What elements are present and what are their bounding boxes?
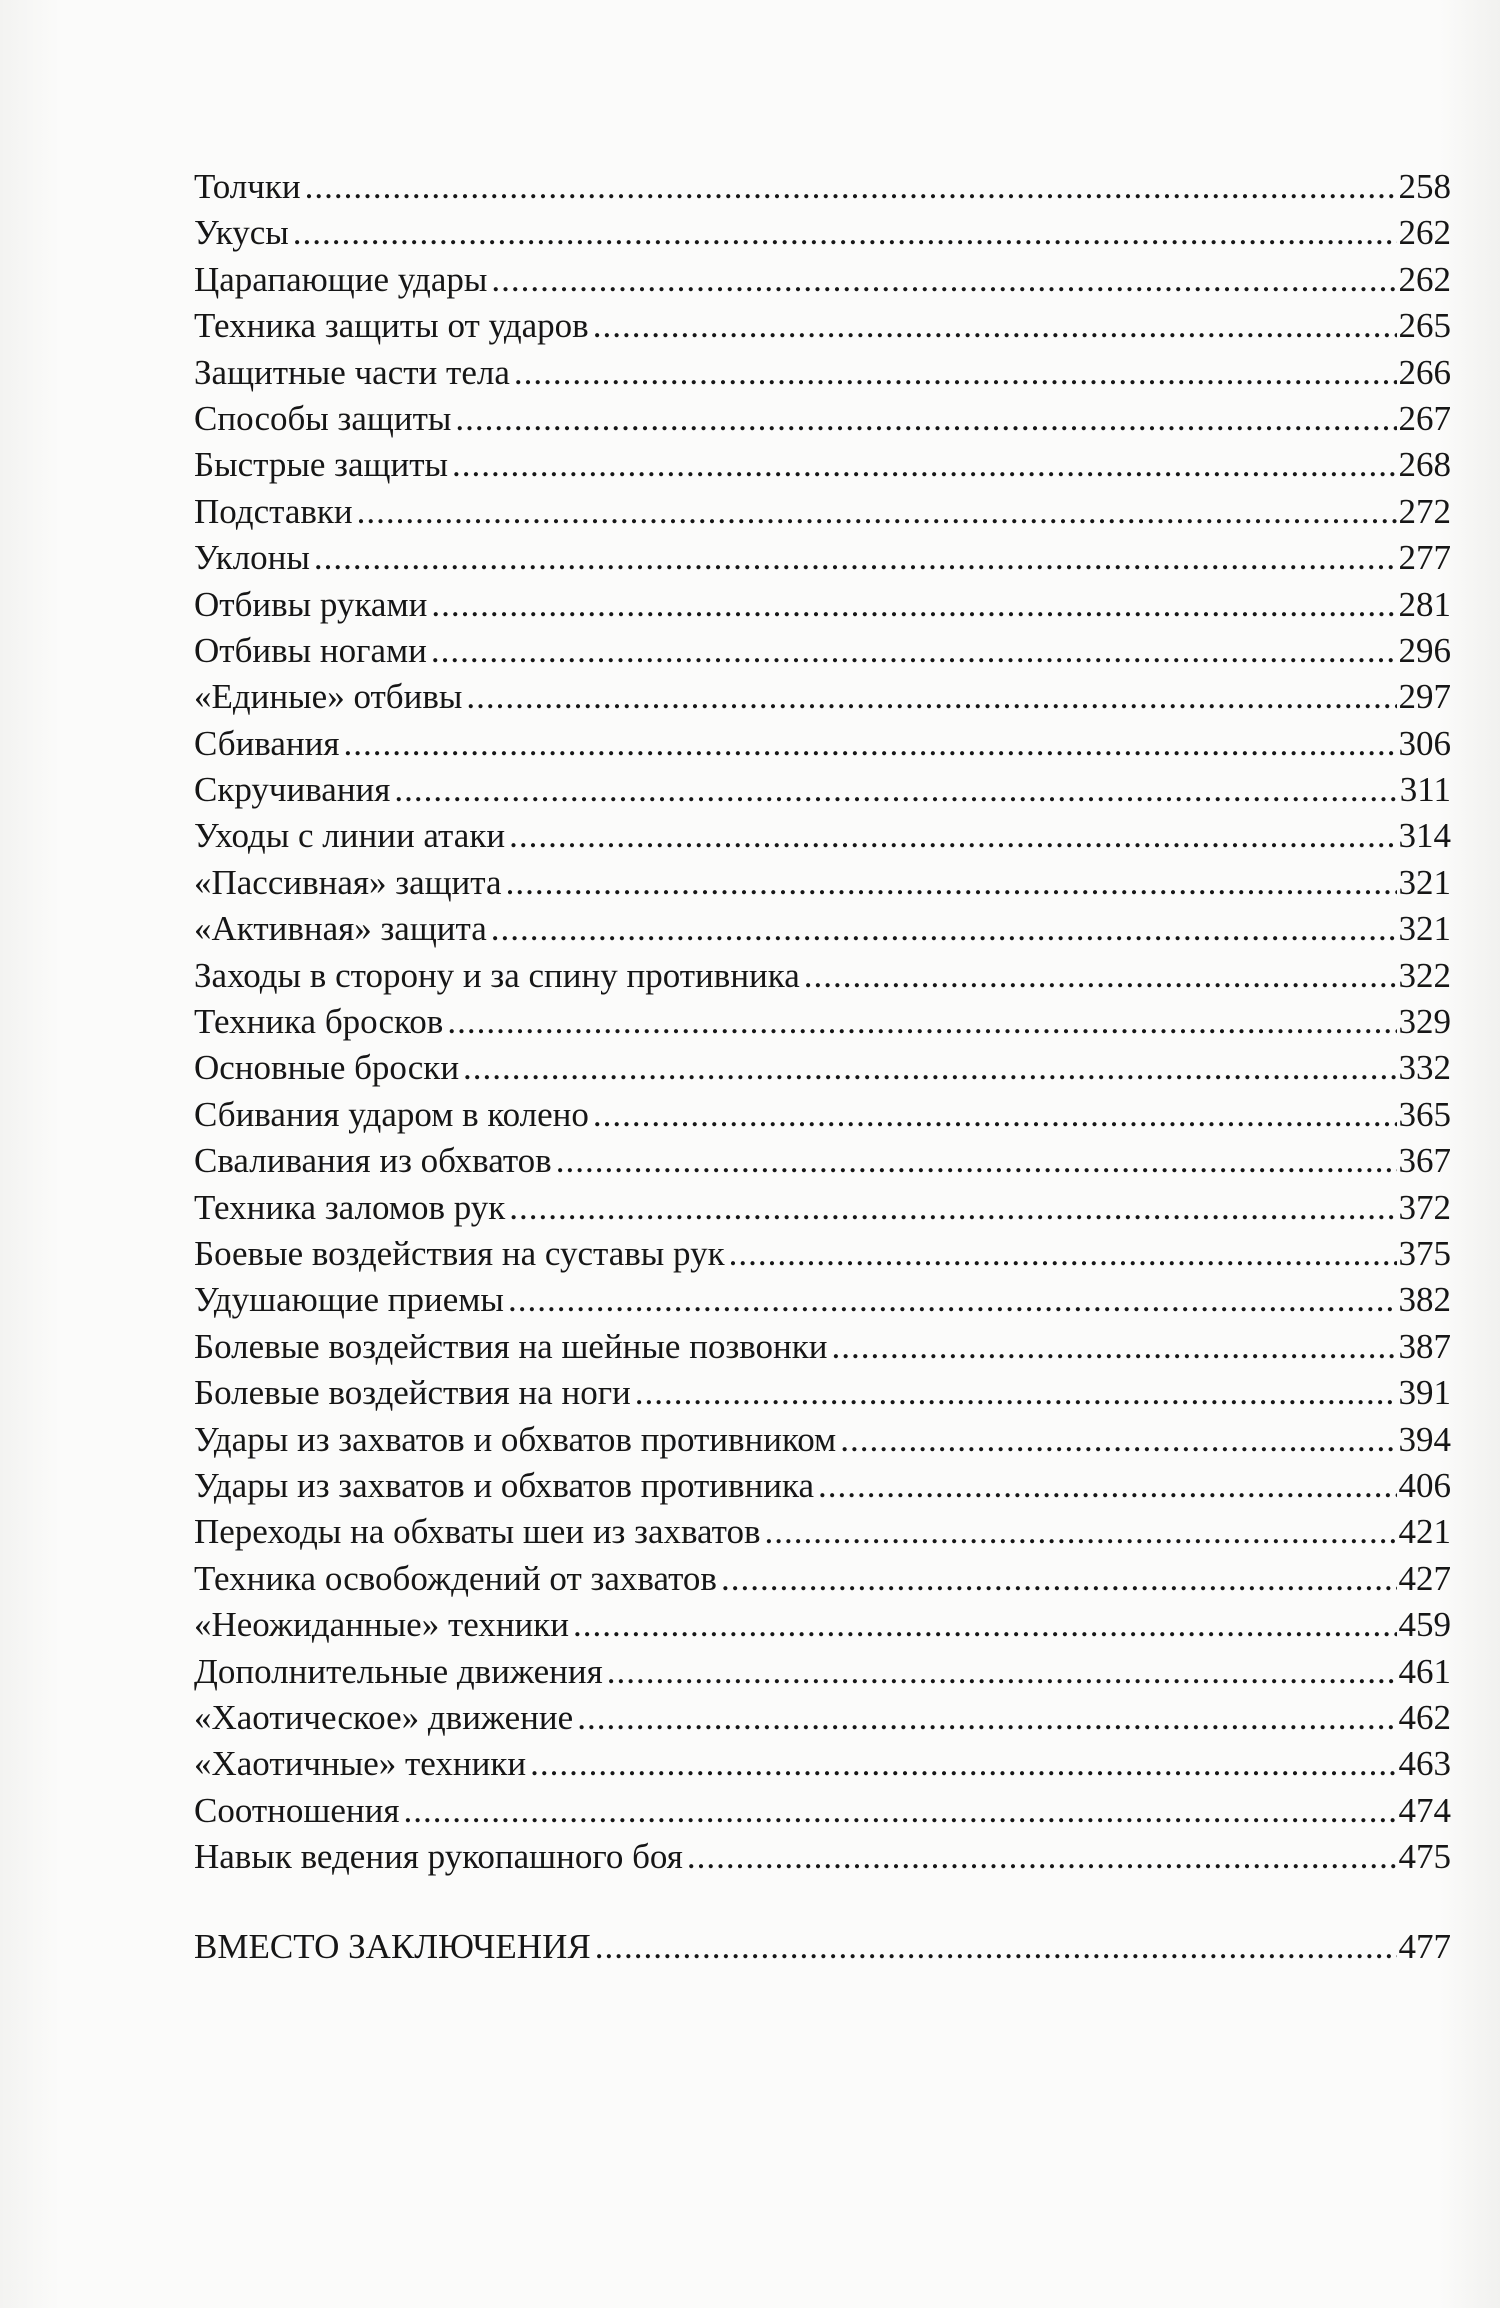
toc-entry <box>194 1417 1451 1463</box>
toc-entry-page: 406 <box>1398 1465 1451 1505</box>
toc-entry-page: 314 <box>1398 816 1451 856</box>
toc-entry-title: «Единые» отбивы <box>194 677 463 717</box>
toc-dot-leader <box>729 1231 1397 1277</box>
toc-entry <box>194 210 1451 256</box>
toc-dot-leader <box>593 303 1397 349</box>
toc-entry <box>194 1602 1451 1648</box>
toc-entry-page: 321 <box>1398 909 1451 949</box>
toc-entry <box>194 582 1451 628</box>
toc-entry-page: 477 <box>1398 1927 1451 1967</box>
toc-dot-leader <box>293 210 1397 256</box>
toc-entry-title: Навык ведения рукопашного боя <box>194 1837 683 1877</box>
toc-entry <box>194 164 1451 210</box>
toc-entry-page: 296 <box>1398 630 1451 670</box>
toc-entry-title: Скручивания <box>194 770 391 810</box>
toc-entry <box>194 489 1451 535</box>
toc-entry-page: 322 <box>1398 955 1451 995</box>
toc-dot-leader <box>491 906 1397 952</box>
toc-entry <box>194 257 1451 303</box>
toc-entry-title: Соотношения <box>194 1790 400 1830</box>
toc-dot-leader <box>514 350 1397 396</box>
toc-dot-leader <box>508 1277 1397 1323</box>
toc-entry-title: Быстрые защиты <box>194 445 449 485</box>
toc-entry-title: Способы защиты <box>194 398 452 438</box>
toc-entry-page: 462 <box>1398 1697 1451 1737</box>
toc-dot-leader <box>431 582 1396 628</box>
toc-dot-leader <box>840 1417 1396 1463</box>
toc-dot-leader <box>721 1556 1397 1602</box>
toc-dot-leader <box>818 1463 1396 1509</box>
toc-entry-title: Удары из захватов и обхватов противника <box>194 1465 815 1505</box>
toc-entry-page: 258 <box>1398 167 1451 206</box>
toc-entry <box>194 674 1451 720</box>
toc-entry <box>194 1138 1451 1184</box>
toc-entry-title: Отбивы руками <box>194 584 428 624</box>
toc-entry-page: 266 <box>1398 352 1451 392</box>
toc-entry-title: «Пассивная» защита <box>194 862 502 902</box>
toc-entry <box>194 1649 1451 1695</box>
toc-entry-conclusion <box>194 1924 1451 1970</box>
toc-entry-title: Заходы в сторону и за спину противника <box>194 955 800 995</box>
toc-entry-title: Техника бросков <box>194 1002 444 1042</box>
toc-entry-title: Царапающие удары <box>194 259 488 299</box>
toc-dot-leader <box>447 999 1396 1045</box>
toc-dot-leader <box>595 1924 1397 1970</box>
toc-entry-title: Уходы с линии атаки <box>194 816 506 856</box>
toc-dot-leader <box>431 628 1397 674</box>
toc-entry-page: 367 <box>1398 1141 1451 1181</box>
toc-dot-leader <box>556 1138 1397 1184</box>
toc-entry-page: 365 <box>1398 1094 1451 1134</box>
toc-entry-page: 382 <box>1398 1280 1451 1320</box>
toc-dot-leader <box>509 1185 1396 1231</box>
toc-entry <box>194 535 1451 581</box>
toc-entry-page: 375 <box>1398 1233 1451 1273</box>
toc-entry-page: 372 <box>1398 1187 1451 1227</box>
toc-entry-title: ВМЕСТО ЗАКЛЮЧЕНИЯ <box>194 1927 591 1967</box>
toc-entry-title: Переходы на обхваты шеи из захватов <box>194 1512 761 1552</box>
toc-entry-page: 427 <box>1398 1558 1451 1598</box>
toc-entry-page: 297 <box>1398 677 1451 717</box>
toc-dot-leader <box>394 767 1397 813</box>
toc-entry-title: Уклоны <box>194 538 310 578</box>
toc-entry-page: 475 <box>1398 1837 1451 1877</box>
toc-dot-leader <box>314 535 1397 581</box>
toc-entry-page: 306 <box>1398 723 1451 763</box>
toc-entry <box>194 953 1451 999</box>
toc-entry-page: 267 <box>1398 398 1451 438</box>
toc-entry-page: 321 <box>1398 862 1451 902</box>
toc-entry <box>194 1045 1451 1091</box>
toc-entry <box>194 396 1451 442</box>
toc-entry <box>194 1092 1451 1138</box>
toc-entry-page: 268 <box>1398 445 1451 485</box>
toc-dot-leader <box>832 1324 1397 1370</box>
toc-dot-leader <box>452 442 1396 488</box>
toc-entry-page: 272 <box>1398 491 1451 531</box>
toc-entry <box>194 860 1451 906</box>
toc-entry <box>194 1324 1451 1370</box>
toc-dot-leader <box>343 721 1396 767</box>
toc-entry <box>194 1556 1451 1602</box>
toc-entry <box>194 1834 1451 1880</box>
toc-entry-title: Сбивания <box>194 723 340 763</box>
toc-entry <box>194 1509 1451 1555</box>
toc-entry <box>194 1231 1451 1277</box>
toc-entry <box>194 1185 1451 1231</box>
toc-entry-title: Укусы <box>194 213 289 253</box>
toc-entry-title: Защитные части тела <box>194 352 510 392</box>
toc-entry-title: Техника заломов рук <box>194 1187 506 1227</box>
toc-dot-leader <box>305 164 1397 210</box>
table-of-contents <box>194 164 1451 1971</box>
toc-dot-leader <box>577 1695 1396 1741</box>
toc-entry <box>194 906 1451 952</box>
toc-entry-page: 474 <box>1398 1790 1451 1830</box>
toc-entry-page: 463 <box>1398 1744 1451 1784</box>
toc-entry-page: 262 <box>1398 213 1451 253</box>
toc-dot-leader <box>687 1834 1397 1880</box>
toc-entry-page: 461 <box>1398 1651 1451 1691</box>
toc-dot-leader <box>357 489 1397 535</box>
toc-entry <box>194 1695 1451 1741</box>
toc-entry-page: 262 <box>1398 259 1451 299</box>
toc-entry-title: Болевые воздействия на ноги <box>194 1373 631 1413</box>
toc-entry <box>194 721 1451 767</box>
toc-entry-title: Боевые воздействия на суставы рук <box>194 1233 725 1273</box>
toc-entry-title: Толчки <box>194 167 301 206</box>
toc-dot-leader <box>463 1045 1396 1091</box>
toc-entry-page: 311 <box>1399 770 1451 810</box>
toc-dot-leader <box>573 1602 1396 1648</box>
toc-entry-page: 329 <box>1398 1002 1451 1042</box>
toc-entry-title: Отбивы ногами <box>194 630 427 670</box>
toc-entry-title: Удушающие приемы <box>194 1280 504 1320</box>
toc-entry-title: «Хаотичные» техники <box>194 1744 527 1784</box>
toc-entry <box>194 442 1451 488</box>
toc-entry <box>194 350 1451 396</box>
toc-dot-leader <box>635 1370 1397 1416</box>
toc-entry <box>194 1370 1451 1416</box>
toc-entry-title: «Хаотическое» движение <box>194 1697 574 1737</box>
toc-dot-leader <box>804 953 1397 999</box>
toc-entry-title: Болевые воздействия на шейные позвонки <box>194 1326 828 1366</box>
toc-entry-title: Сбивания ударом в колено <box>194 1094 589 1134</box>
toc-dot-leader <box>593 1092 1397 1138</box>
toc-entry-page: 459 <box>1398 1605 1451 1645</box>
toc-entry-page: 277 <box>1398 538 1451 578</box>
toc-entry <box>194 1277 1451 1323</box>
toc-entry <box>194 767 1451 813</box>
toc-dot-leader <box>466 674 1396 720</box>
toc-entry-page: 387 <box>1398 1326 1451 1366</box>
toc-entry <box>194 303 1451 349</box>
toc-entry <box>194 628 1451 674</box>
toc-entry <box>194 1788 1451 1834</box>
toc-entry <box>194 1741 1451 1787</box>
toc-entry-page: 281 <box>1398 584 1451 624</box>
toc-entry <box>194 999 1451 1045</box>
toc-entry-title: «Активная» защита <box>194 909 487 949</box>
toc-dot-leader <box>455 396 1396 442</box>
toc-dot-leader <box>607 1649 1397 1695</box>
toc-entry-title: Подставки <box>194 491 353 531</box>
toc-dot-leader <box>530 1741 1396 1787</box>
toc-dot-leader <box>765 1509 1397 1555</box>
toc-entry-page: 421 <box>1398 1512 1451 1552</box>
toc-entry-page: 394 <box>1398 1419 1451 1459</box>
toc-dot-leader <box>509 813 1396 859</box>
toc-dot-leader <box>403 1788 1396 1834</box>
toc-entry <box>194 1463 1451 1509</box>
toc-entry-title: Техника защиты от ударов <box>194 306 589 346</box>
toc-entry-page: 265 <box>1398 306 1451 346</box>
toc-entry-title: Удары из захватов и обхватов противником <box>194 1419 837 1459</box>
toc-dot-leader <box>491 257 1396 303</box>
toc-entry-title: Техника освобождений от захватов <box>194 1558 717 1598</box>
toc-entry-title: «Неожиданные» техники <box>194 1605 570 1645</box>
toc-entry <box>194 813 1451 859</box>
toc-entry-title: Основные броски <box>194 1048 460 1088</box>
toc-entry-title: Сваливания из обхватов <box>194 1141 552 1181</box>
toc-dot-leader <box>506 860 1397 906</box>
toc-entry-page: 391 <box>1398 1373 1451 1413</box>
toc-entry-page: 332 <box>1398 1048 1451 1088</box>
toc-entry-title: Дополнительные движения <box>194 1651 603 1691</box>
